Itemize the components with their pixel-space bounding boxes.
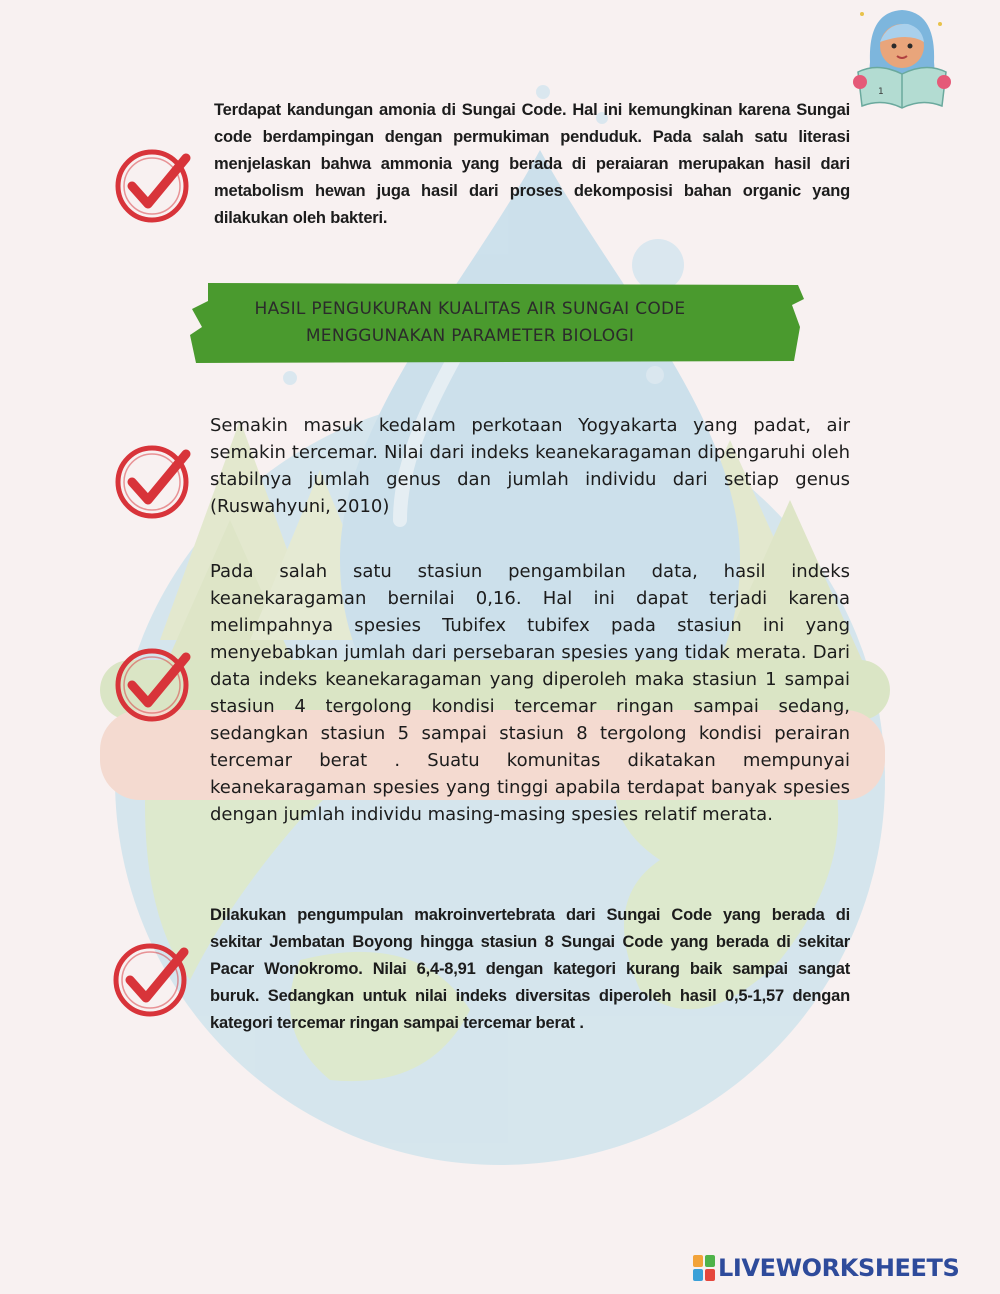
liveworksheets-logo-icon (693, 1255, 715, 1281)
check-circle-icon (112, 645, 192, 725)
reading-girl-icon (848, 2, 956, 112)
brand-footer[interactable] (693, 1254, 959, 1282)
check-circle-icon (112, 442, 192, 522)
check-circle-icon (110, 940, 190, 1020)
svg-text:1: 1 (878, 87, 884, 97)
paragraph-stasiun: Pada salah satu stasiun pengambilan data, hasil indeks keanekaragaman bernilai 0,16. Hal ini dapat terjadi karena melimpahnya spesies Tubifex tubifex pada stasiun ini yang menyebabkan jumlah dari persebaran spesies yang tidak merata. Dari data indeks keanekaragaman yang diperoleh maka stasiun 1 sampai stasiun 4 tergolong kondisi tercemar ringan sampai sedang, sedangkan stasiun 5 sampai stasiun 8 tergolong kondisi perairan tercemar berat . Suatu komunitas dikatakan mempunyai keanekaragaman spesies yang tinggi apabila terdapat banyak spesies dengan jumlah individu masing-masing spesies relatif merata. (210, 561, 850, 825)
paragraph-makroinvertebrata: Dilakukan pengumpulan makroinvertebrata dari Sungai Code yang berada di sekitar Jembatan Boyong hingga stasiun 8 Sungai Code yang berada di sekitar Pacar Wonokromo. Nilai 6,4-8,91 dengan kategori kurang baik sampai sangat buruk. Sedangkan untuk nilai indeks diversitas diperoleh hasil 0,5-1,57 dengan kategori tercemar ringan sampai tercemar berat . (210, 906, 850, 1032)
brand-name: LIVEWORKSHEETS (718, 1254, 960, 1282)
banner-title-line-1: HASIL PENGUKURAN KUALITAS AIR SUNGAI CODE (254, 299, 686, 319)
banner-title-line-2: MENGGUNAKAN PARAMETER BIOLOGI (305, 326, 635, 346)
paragraph-amonia: Terdapat kandungan amonia di Sungai Code. Hal ini kemungkinan karena Sungai code berdampingan dengan permukiman penduduk. Pada salah satu literasi menjelaskan bahwa ammonia yang berada di peraiaran merupakan hasil dari metabolism hewan juga hasil dari proses dekomposisi bahan organic yang dilakukan oleh bakteri. (214, 101, 850, 227)
paragraph-keanekaragaman: Semakin masuk kedalam perkotaan Yogyakarta yang padat, air semakin tercemar. Nilai dari indeks keanekaragaman dipengaruhi oleh stabilnya jumlah genus dan jumlah individu dari setiap genus (Ruswahyuni, 2010) (210, 415, 850, 517)
check-circle-icon (112, 146, 192, 226)
section-banner-title (200, 296, 740, 350)
